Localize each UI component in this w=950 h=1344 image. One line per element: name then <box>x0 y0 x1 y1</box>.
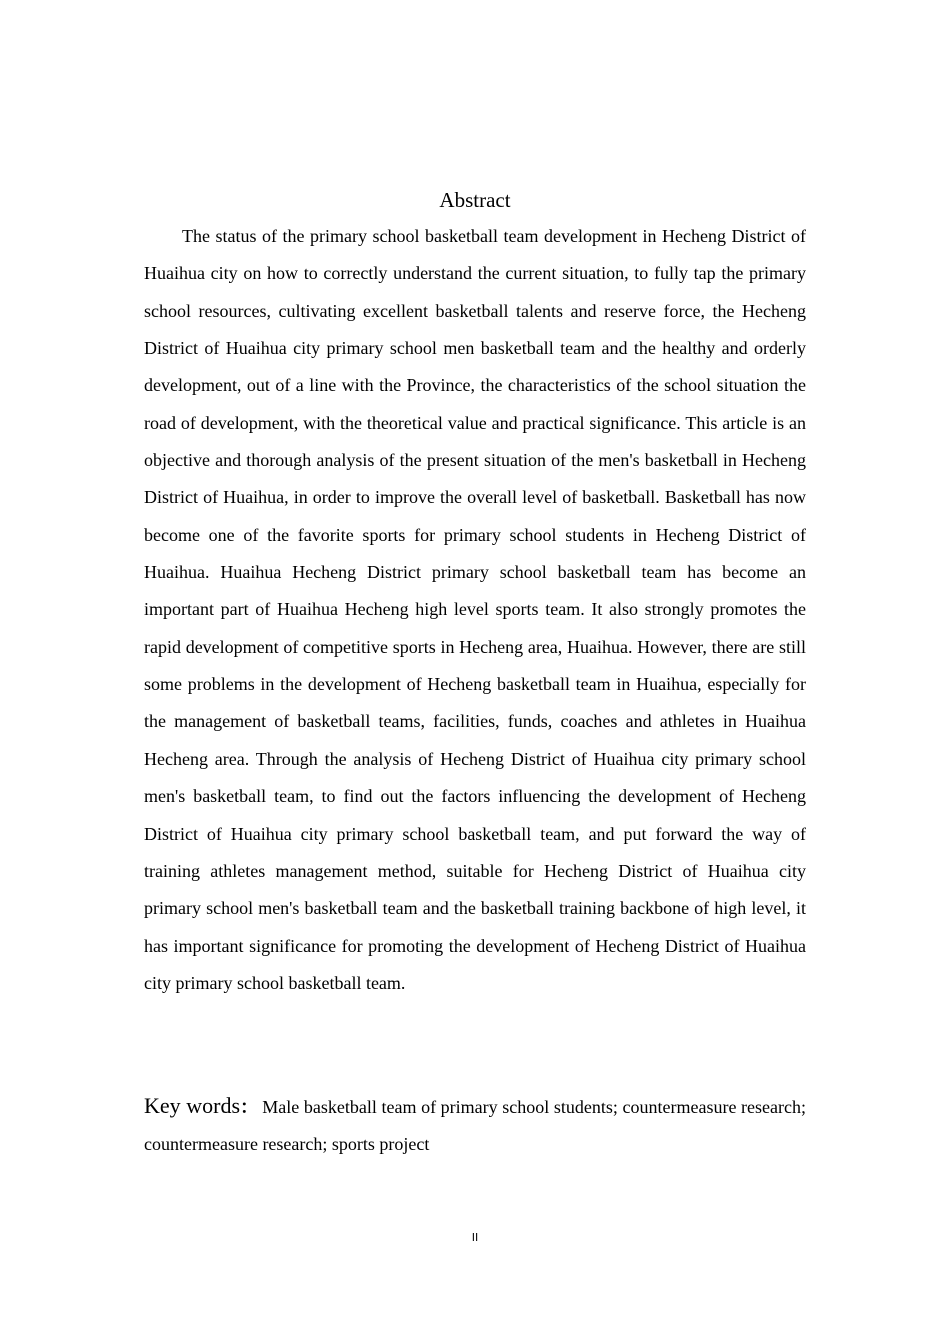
page-number: II <box>471 1231 479 1244</box>
abstract-title: Abstract <box>439 188 511 212</box>
keywords-paragraph <box>144 1088 806 1162</box>
keywords-colon: ： <box>240 1097 259 1118</box>
keywords-text: Male basketball team of primary school students; countermeasure research; countermeasure research; sports project <box>144 1097 806 1154</box>
abstract-body-text: The status of the primary school basketball team development in Hecheng District of Huaihua city on how to correctly understand the current situation, to fully tap the primary school resources, cultivating excellent basketball talents and reserve force, the Hecheng District of Huaihua city primary school men basketball team and the healthy and orderly development, out of a line with the Province, the characteristics of the school situation the road of development, with the theoretical value and practical significance. This article is an objective and thorough analysis of the present situation of the men's basketball in Hecheng District of Huaihua, in order to improve the overall level of basketball. Basketball has now become one of the favorite sports for primary school students in Hecheng District of Huaihua. Huaihua Hecheng District primary school basketball team has become an important part of Huaihua Hecheng high level sports team. It also strongly promotes the rapid development of competitive sports in Hecheng area, Huaihua. However, there are still some problems in the development of Hecheng basketball team in Huaihua, especially for the management of basketball teams, facilities, funds, coaches and athletes in Huaihua Hecheng area. Through the analysis of Hecheng District of Huaihua city primary school men's basketball team, to find out the factors influencing the development of Hecheng District of Huaihua city primary school basketball team, and put forward the way of training athletes management method, suitable for Hecheng District of Huaihua city primary school men's basketball team and the basketball training backbone of high level, it has important significance for promoting the development of Hecheng District of Huaihua city primary school basketball team. <box>144 226 806 993</box>
keywords-label: Key words <box>144 1093 241 1118</box>
